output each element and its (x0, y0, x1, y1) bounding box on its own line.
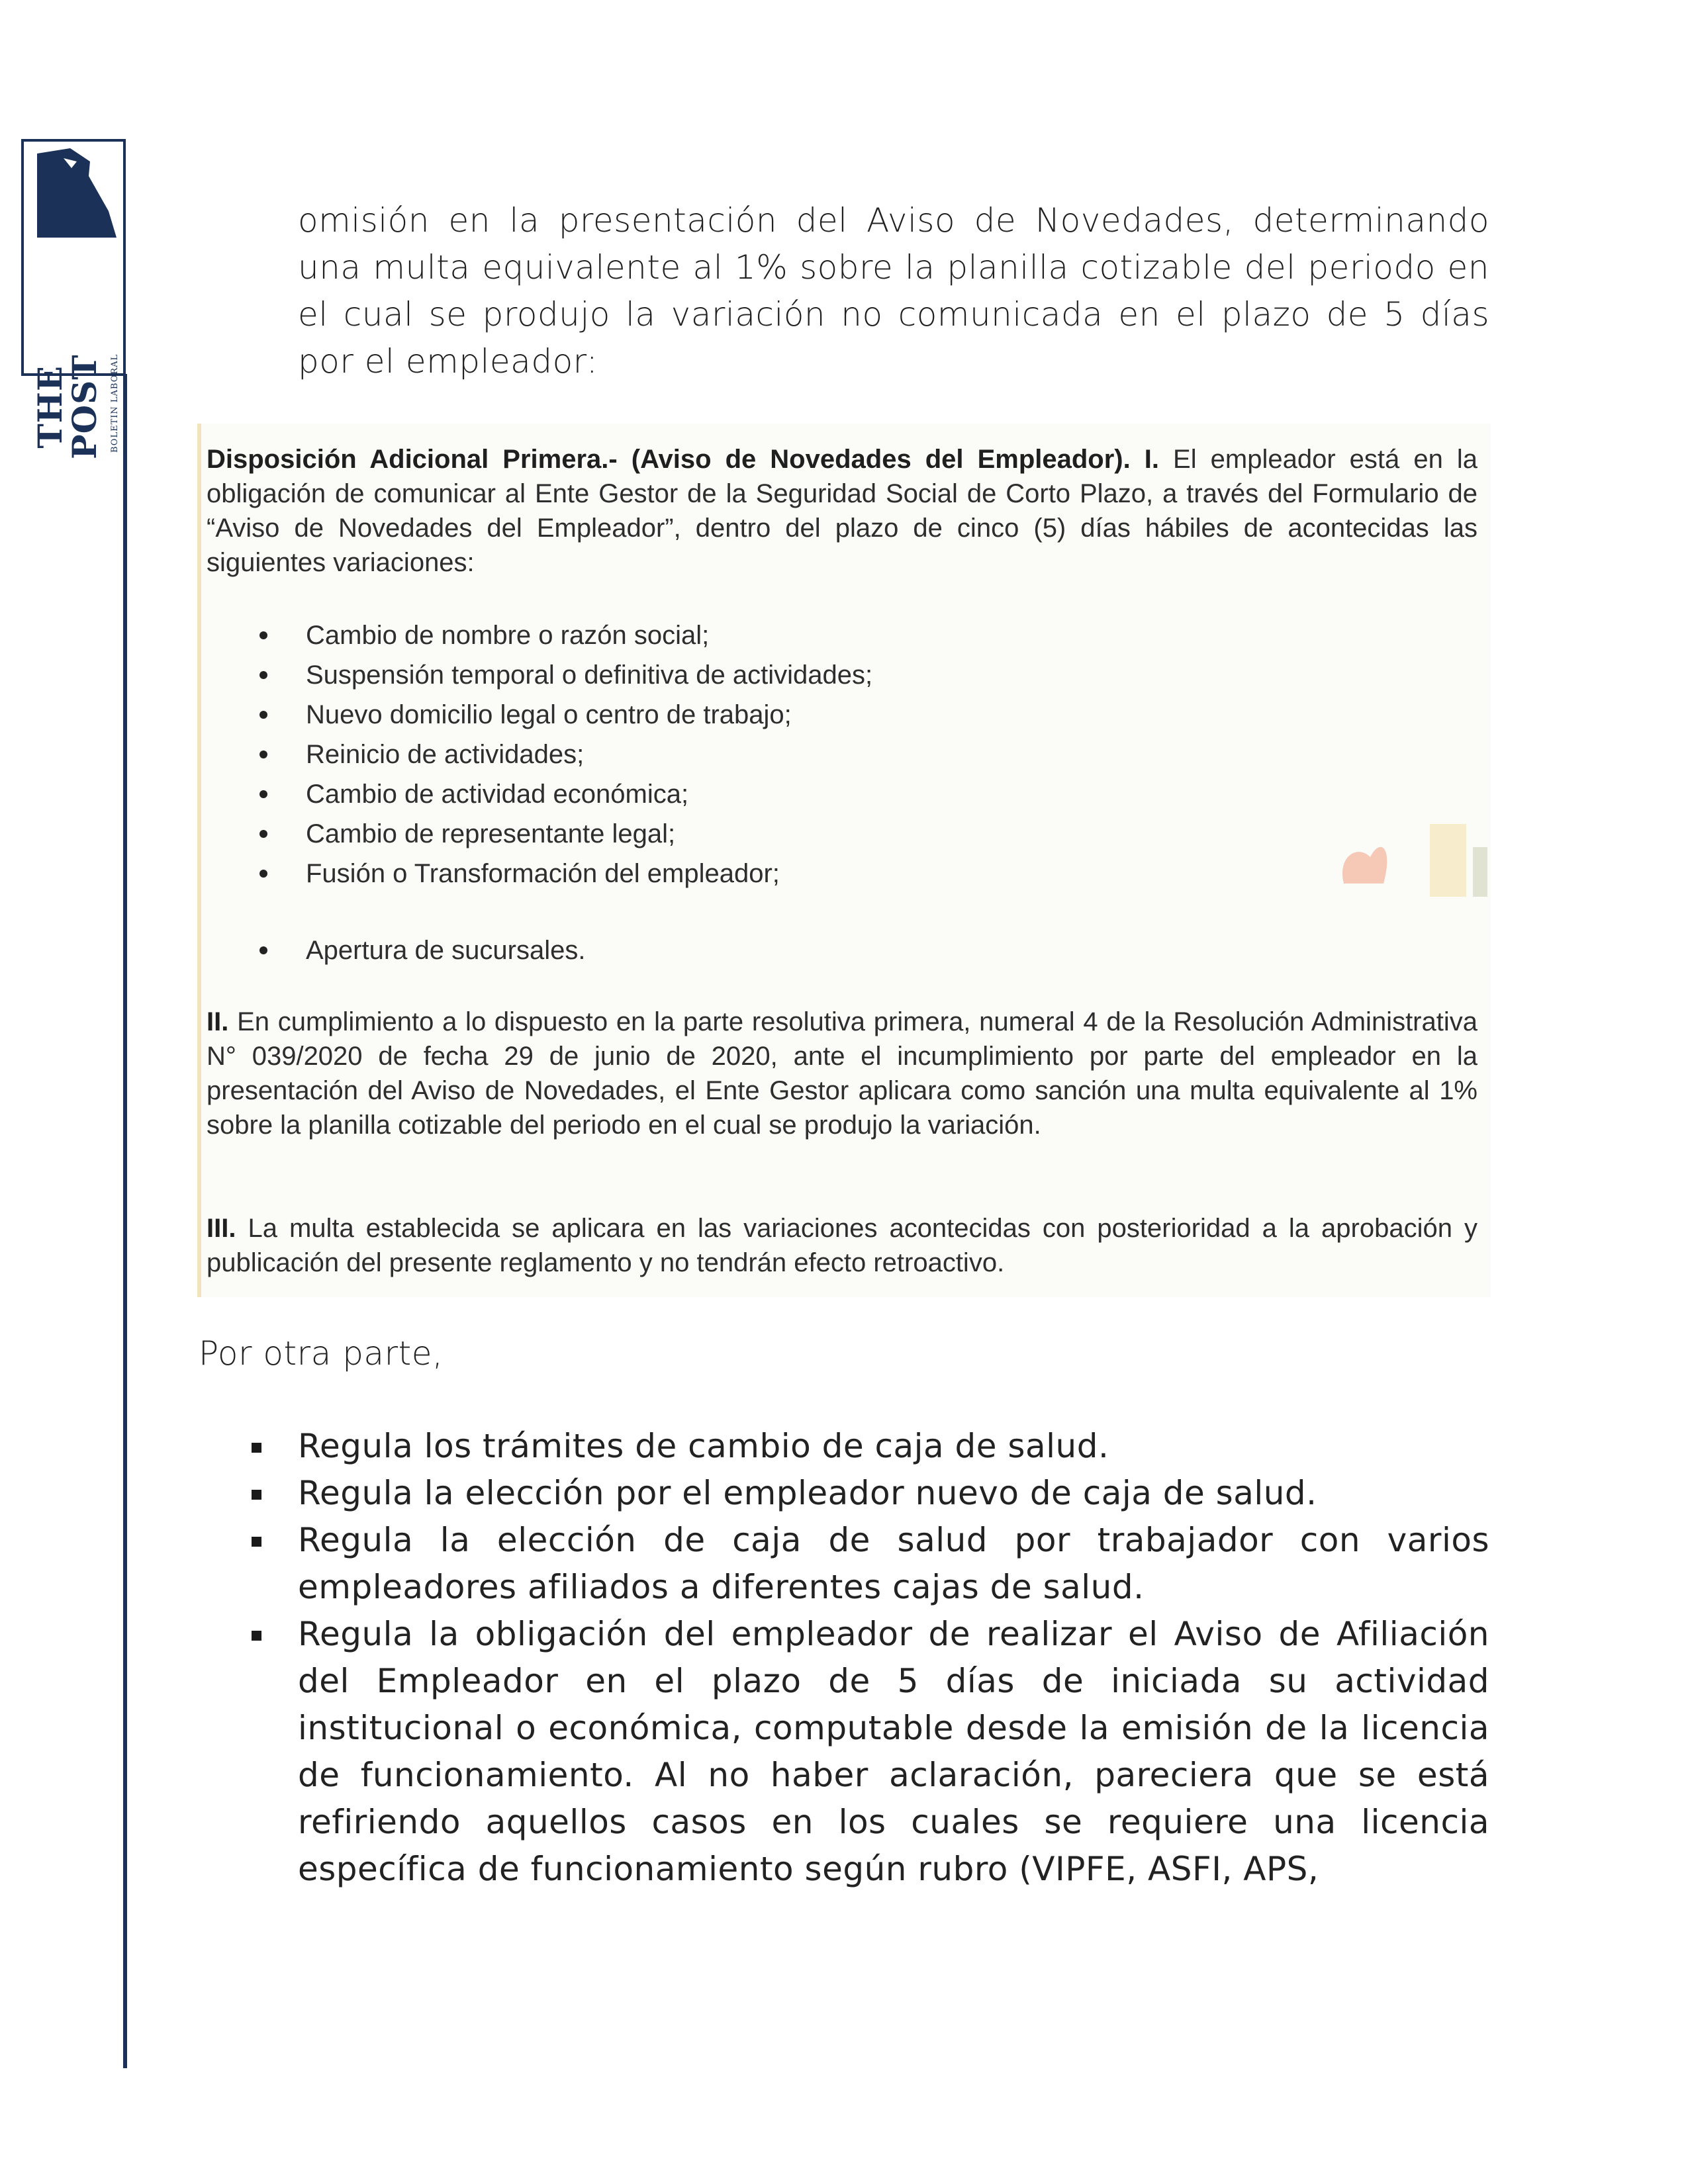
brand-subtitle: BOLETIN LABORAL (110, 353, 120, 453)
bullet-text: Regula la elección por el empleador nuevo de caja de salud. (298, 1474, 1317, 1512)
section-3-text: La multa establecida se aplicara en las variaciones acontecidas con posterioridad a la aprobación y publicación del presente reglamento y no tendrán efecto retroactivo. (207, 1214, 1477, 1277)
list-item (252, 774, 872, 814)
excerpt-paragraph-2 (207, 1005, 1477, 1142)
section-2-text: En cumplimiento a lo dispuesto en la parte resolutiva primera, numeral 4 de la Resolución Administrativa N° 039/2020 de fecha 29 de junio de 2020, ante el incumplimiento por parte del empleador en la presentación del Aviso de Novedades, el Ente Gestor aplicara como sanción una multa equivalente al 1% sobre la planilla cotizable del periodo en el cual se produjo la variación. (207, 1007, 1477, 1140)
scan-edge (197, 424, 201, 1297)
square-bullet-icon (252, 1631, 261, 1641)
list-item (245, 1611, 1489, 1893)
scan-watermark-artifact (1331, 784, 1489, 897)
variation-text: Reinicio de actividades; (306, 740, 585, 769)
bullet-dot-icon (259, 751, 267, 758)
list-item (252, 814, 872, 854)
brand-post: POST (65, 354, 104, 459)
list-item (252, 735, 872, 774)
eagle-icon (24, 142, 123, 241)
bullet-dot-icon (259, 830, 267, 838)
brand-the: THE (30, 365, 70, 449)
list-item (252, 655, 872, 695)
bullet-dot-icon (259, 711, 267, 719)
square-bullet-icon (252, 1537, 261, 1547)
regulations-list (245, 1423, 1489, 1893)
excerpt-paragraph-1-text: El empleador está en la obligación de comunicar al Ente Gestor de la Seguridad Social de Corto Plazo, a través del Formulario de “Aviso de Novedades del Empleador”, dentro del plazo de cinco (5) días hábiles de acontecidas las siguientes variaciones: (207, 445, 1477, 577)
square-bullet-icon (252, 1490, 261, 1500)
bullet-text: Regula la obligación del empleador de realizar el Aviso de Afiliación del Empleador en el plazo de 5 días de iniciada su actividad institucional o económica, computable desde la emisión de la licencia de funcionamiento. Al no haber aclaración, pareciera que se está refiriendo aquellos casos en los cuales se requiere una licencia específica de funcionamiento según rubro (VIPFE, ASFI, APS, (298, 1615, 1489, 1888)
excerpt-heading: Disposición Adicional Primera.- (Aviso de Novedades del Empleador). I. (207, 445, 1159, 474)
list-item (252, 931, 872, 970)
variation-text: Nuevo domicilio legal o centro de trabajo; (306, 700, 792, 729)
section-3-label: III. (207, 1214, 236, 1243)
variation-text: Apertura de sucursales. (306, 936, 586, 965)
intro-paragraph: omisión en la presentación del Aviso de Novedades, determinando una multa equivalente al 1% sobre la planilla cotizable del periodo en el cual se produjo la variación no comunicada en el plazo de 5 días por el empleador: (298, 201, 1489, 381)
bullet-dot-icon (259, 946, 267, 954)
transition-text: Por otra parte, (199, 1334, 444, 1373)
bullet-dot-icon (259, 870, 267, 878)
variation-text: Suspensión temporal o definitiva de actividades; (306, 660, 873, 690)
excerpt-paragraph-3 (207, 1211, 1477, 1280)
variation-text: Cambio de representante legal; (306, 819, 676, 848)
brand-subtitle-wrap (109, 354, 120, 453)
list-item (252, 854, 872, 893)
section-2-label: II. (207, 1007, 229, 1036)
excerpt-paragraph-1 (207, 442, 1477, 580)
bullet-dot-icon (259, 631, 267, 639)
square-bullet-icon (252, 1443, 261, 1453)
variation-text: Cambio de actividad económica; (306, 780, 689, 809)
bullet-dot-icon (259, 671, 267, 679)
brand-wordmark (30, 354, 104, 459)
variations-list (252, 615, 872, 970)
list-item (252, 615, 872, 655)
bullet-dot-icon (259, 790, 267, 798)
brand-logo (21, 139, 126, 459)
list-item (245, 1470, 1489, 1517)
list-item (245, 1423, 1489, 1470)
variation-text: Cambio de nombre o razón social; (306, 621, 710, 650)
list-item (252, 695, 872, 735)
bullet-text: Regula la elección de caja de salud por trabajador con varios empleadores afiliados a diferentes cajas de salud. (298, 1521, 1489, 1606)
variation-text: Fusión o Transformación del empleador; (306, 859, 780, 888)
bullet-text: Regula los trámites de cambio de caja de salud. (298, 1427, 1109, 1465)
margin-rule (123, 374, 127, 2068)
list-item (245, 1517, 1489, 1611)
